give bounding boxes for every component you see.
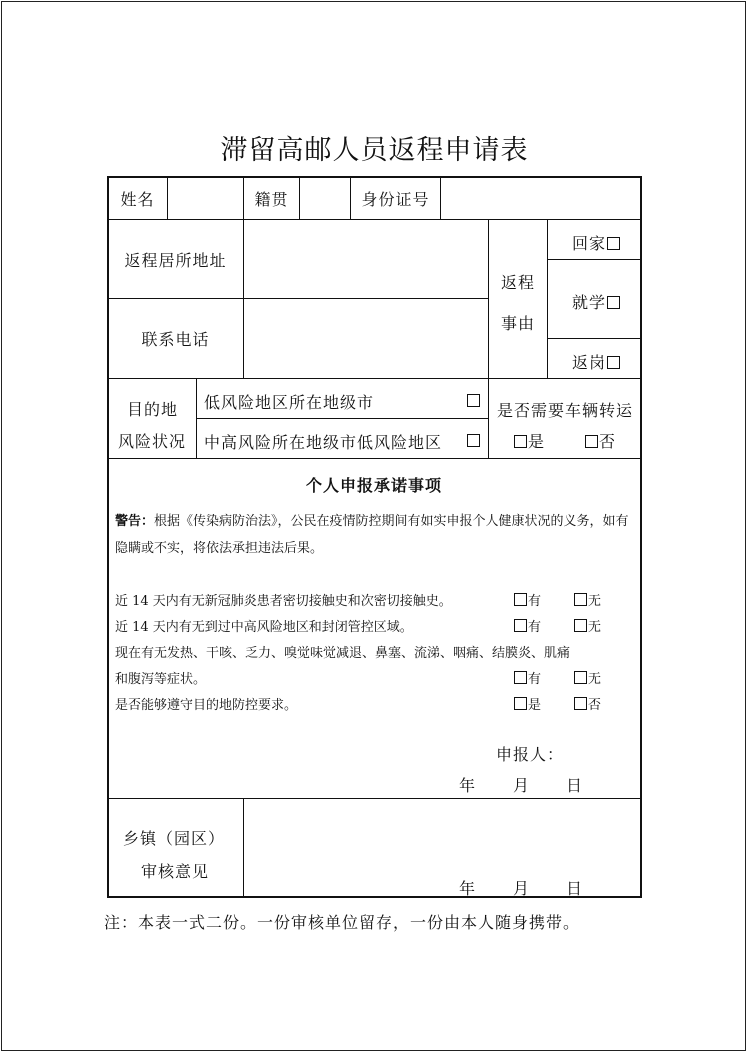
review-year-label: 年 (459, 879, 477, 898)
q3-have[interactable] (513, 668, 541, 687)
q1-have-checkbox[interactable] (514, 593, 527, 606)
q4-no-label: 否 (588, 698, 602, 713)
risk-low-checkbox[interactable] (467, 394, 480, 407)
q1-none-label: 无 (588, 594, 602, 609)
id-number-field[interactable] (441, 177, 640, 219)
return-address-label: 返程居所地址 (124, 250, 227, 270)
warning-label: 警告： (115, 514, 155, 529)
q1-have[interactable] (513, 590, 541, 609)
question-comply: 是否能够遵守目的地防控要求。 (115, 698, 298, 713)
return-address-field[interactable] (244, 220, 488, 298)
question-risk-area-visit: 近 14 天内有无到过中高风险地区和封闭管控区域。 (115, 620, 413, 635)
transfer-no-checkbox[interactable] (585, 435, 598, 448)
q4-no-checkbox[interactable] (574, 697, 587, 710)
transfer-yes-label: 是 (528, 432, 546, 451)
reason-option-home[interactable] (572, 231, 621, 254)
q2-have-label: 有 (528, 620, 542, 635)
declarant-signature-field[interactable] (560, 740, 635, 762)
q3-have-checkbox[interactable] (514, 671, 527, 684)
phone-field[interactable] (244, 299, 488, 378)
q2-none-checkbox[interactable] (574, 619, 587, 632)
transfer-no[interactable] (584, 429, 616, 452)
transfer-label: 是否需要车辆转运 (497, 401, 634, 420)
q3-none[interactable] (573, 668, 601, 687)
q4-no[interactable] (573, 694, 601, 713)
q3-none-label: 无 (588, 672, 602, 687)
question-symptoms-line2: 和腹泻等症状。 (115, 672, 207, 687)
pledge-heading: 个人申报承诺事项 (305, 476, 442, 495)
risk-mid-label: 中高风险所在地级市低风险地区 (204, 433, 443, 452)
name-label: 姓名 (120, 189, 155, 209)
pledge-day-label: 日 (566, 776, 584, 795)
transfer-no-label: 否 (599, 432, 617, 451)
q1-none[interactable] (573, 590, 601, 609)
study-checkbox[interactable] (607, 296, 620, 309)
review-label-line2: 审核意见 (141, 862, 210, 881)
warning-line-1 (115, 510, 629, 529)
q4-yes-label: 是 (528, 698, 542, 713)
reason-option-home-label: 回家 (572, 234, 607, 253)
q2-have[interactable] (513, 616, 541, 635)
risk-label-line2: 风险状况 (118, 432, 187, 451)
warning-text-1: 根据《传染病防治法》，公民在疫情防控期间有如实申报个人健康状况的义务，如有 (154, 514, 629, 529)
origin-field[interactable] (300, 177, 350, 219)
review-label-line1: 乡镇（园区） (123, 829, 226, 848)
q2-have-checkbox[interactable] (514, 619, 527, 632)
question-symptoms-line1: 现在有无发热、干咳、乏力、嗅觉味觉减退、鼻塞、流涕、咽痛、结膜炎、肌痛 (115, 646, 571, 661)
home-checkbox[interactable] (607, 237, 620, 250)
reason-label-line1: 返程 (501, 273, 536, 292)
origin-label: 籍贯 (254, 189, 289, 209)
declarant-label: 申报人： (496, 745, 565, 764)
q3-none-checkbox[interactable] (574, 671, 587, 684)
name-field[interactable] (168, 177, 243, 219)
q1-none-checkbox[interactable] (574, 593, 587, 606)
q4-yes[interactable] (513, 694, 541, 713)
id-number-label: 身份证号 (361, 189, 430, 209)
work-checkbox[interactable] (607, 356, 620, 369)
reason-option-study-label: 就学 (572, 293, 607, 312)
q3-have-label: 有 (528, 672, 542, 687)
reason-option-work-label: 返岗 (572, 353, 607, 372)
reason-option-study[interactable] (572, 290, 621, 313)
reason-option-work[interactable] (572, 350, 621, 373)
question-close-contact: 近 14 天内有无新冠肺炎患者密切接触史和次密切接触史。 (115, 594, 452, 609)
q2-none-label: 无 (588, 620, 602, 635)
pledge-year-label: 年 (459, 776, 477, 795)
form-title: 滞留高邮人员返程申请表 (220, 135, 529, 166)
q2-none[interactable] (573, 616, 601, 635)
transfer-yes-checkbox[interactable] (514, 435, 527, 448)
reason-label-line2: 事由 (501, 314, 536, 333)
risk-label-line1: 目的地 (127, 400, 179, 419)
warning-text-2: 隐瞒或不实，将依法承担违法后果。 (115, 541, 324, 556)
risk-mid-checkbox[interactable] (467, 434, 480, 447)
pledge-month-label: 月 (513, 776, 531, 795)
transfer-yes[interactable] (513, 429, 545, 452)
review-day-label: 日 (566, 879, 584, 898)
phone-label: 联系电话 (141, 330, 210, 349)
q1-have-label: 有 (528, 594, 542, 609)
risk-low-label: 低风险地区所在地级市 (204, 393, 375, 412)
q4-yes-checkbox[interactable] (514, 697, 527, 710)
review-opinion-field[interactable] (244, 799, 640, 867)
review-month-label: 月 (513, 879, 531, 898)
footer-note: 注：本表一式二份。一份审核单位留存，一份由本人随身携带。 (104, 913, 581, 932)
